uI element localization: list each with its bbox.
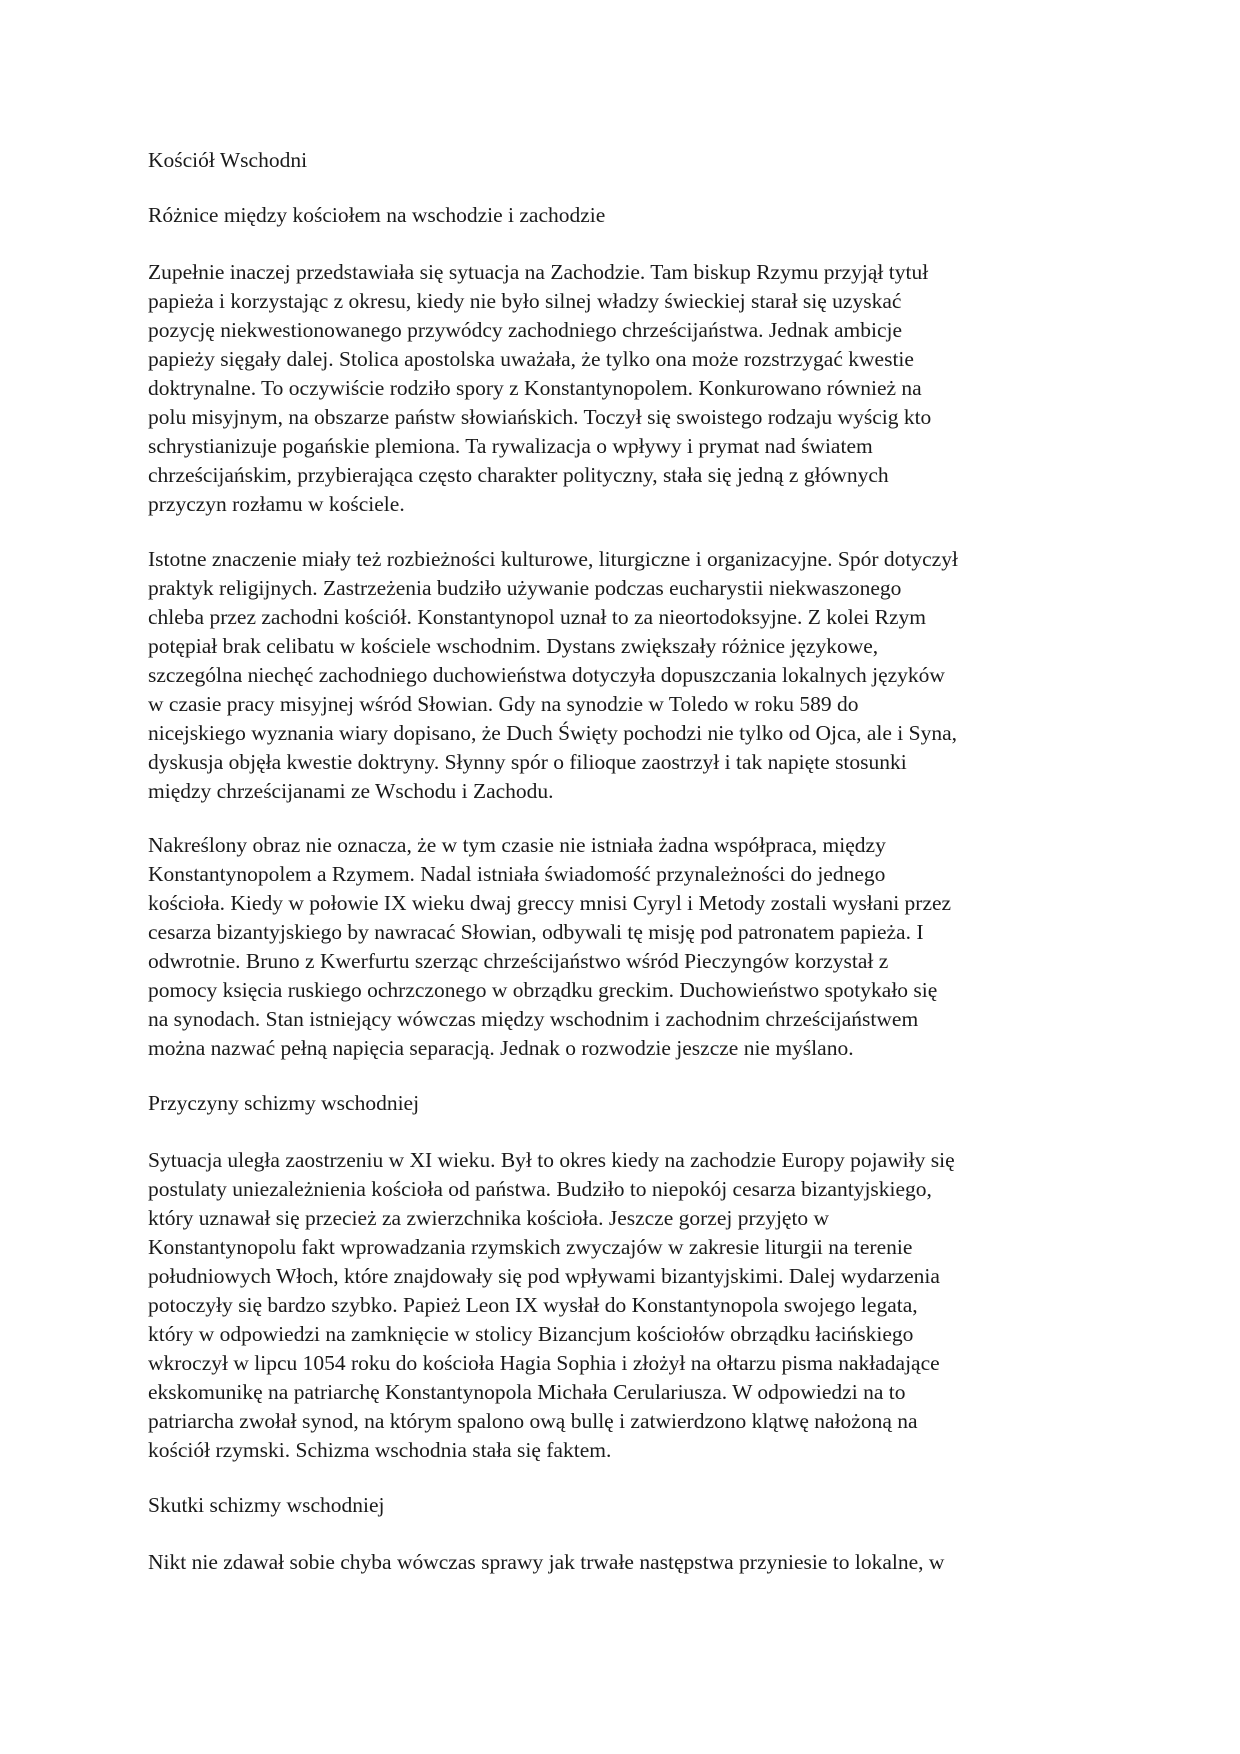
text-line: południowych Włoch, które znajdowały się pod wpływami bizantyjskimi. Dalej wydarzenia (148, 1264, 940, 1288)
paragraph (148, 1548, 944, 1577)
text-line: Istotne znaczenie miały też rozbieżności kulturowe, liturgiczne i organizacyjne. Spór dotyczył (148, 547, 958, 571)
text-line: postulaty uniezależnienia kościoła od państwa. Budziło to niepokój cesarza bizantyjskiego, (148, 1177, 932, 1201)
text-line: przyczyn rozłamu w kościele. (148, 492, 405, 516)
section-heading: Skutki schizmy wschodniej (148, 1493, 385, 1517)
text-line: chleba przez zachodni kościół. Konstantynopol uznał to za nieortodoksyjne. Z kolei Rzym (148, 605, 926, 629)
text-line: szczególna niechęć zachodniego duchowieństwa dotyczyła dopuszczania lokalnych języków (148, 663, 945, 687)
text-line: praktyk religijnych. Zastrzeżenia budziło używanie podczas eucharystii niekwaszonego (148, 576, 902, 600)
text-line: kościół rzymski. Schizma wschodnia stała się faktem. (148, 1438, 612, 1462)
text-line: dyskusja objęła kwestie doktryny. Słynny spór o filioque zaostrzył i tak napięte stosunki (148, 750, 907, 774)
paragraph (148, 258, 931, 519)
text-line: papieży sięgały dalej. Stolica apostolska uważała, że tylko ona może rozstrzygać kwestie (148, 347, 914, 371)
text-line: ekskomunikę na patriarchę Konstantynopola Michała Cerulariusza. W odpowiedzi na to (148, 1380, 906, 1404)
text-line: patriarcha zwołał synod, na którym spalono ową bullę i zatwierdzono klątwę nałożoną na (148, 1409, 918, 1433)
text-line: odwrotnie. Bruno z Kwerfurtu szerząc chrześcijaństwo wśród Pieczyngów korzystał z (148, 949, 889, 973)
text-line: kościoła. Kiedy w połowie IX wieku dwaj greccy mnisi Cyryl i Metody zostali wysłani przez (148, 891, 952, 915)
text-line: Zupełnie inaczej przedstawiała się sytuacja na Zachodzie. Tam biskup Rzymu przyjął tytuł (148, 260, 929, 284)
text-line: pomocy księcia ruskiego ochrzczonego w obrządku greckim. Duchowieństwo spotykało się (148, 978, 938, 1002)
text-line: cesarza bizantyjskiego by nawracać Słowian, odbywali tę misję pod patronatem papieża. I (148, 920, 924, 944)
paragraph (148, 1146, 955, 1465)
text-line: doktrynalne. To oczywiście rodziło spory z Konstantynopolem. Konkurowano również na (148, 376, 922, 400)
text-line: Konstantynopolu fakt wprowadzania rzymskich zwyczajów w zakresie liturgii na terenie (148, 1235, 913, 1259)
document-title: Kościół Wschodni (148, 148, 308, 172)
section-heading: Przyczyny schizmy wschodniej (148, 1091, 420, 1115)
section-heading: Różnice między kościołem na wschodzie i zachodzie (148, 203, 606, 227)
text-line: potępiał brak celibatu w kościele wschodnim. Dystans zwiększały różnice językowe, (148, 634, 879, 658)
text-line: potoczyły się bardzo szybko. Papież Leon IX wysłał do Konstantynopola swojego legata, (148, 1293, 918, 1317)
text-line: pozycję niekwestionowanego przywódcy zachodniego chrześcijaństwa. Jednak ambicje (148, 318, 903, 342)
paragraph (148, 831, 951, 1063)
text-line: wkroczył w lipcu 1054 roku do kościoła Hagia Sophia i złożył na ołtarzu pisma nakładające (148, 1351, 940, 1375)
text-line: Konstantynopolem a Rzymem. Nadal istniała świadomość przynależności do jednego (148, 862, 886, 886)
text-line: chrześcijańskim, przybierająca często charakter polityczny, stała się jedną z głównych (148, 463, 889, 487)
text-line: Nikt nie zdawał sobie chyba wówczas sprawy jak trwałe następstwa przyniesie to lokalne, w (148, 1550, 945, 1574)
text-line: w czasie pracy misyjnej wśród Słowian. Gdy na synodzie w Toledo w roku 589 do (148, 692, 859, 716)
text-line: na synodach. Stan istniejący wówczas między wschodnim i zachodnim chrześcijaństwem (148, 1007, 919, 1031)
paragraph (148, 545, 958, 806)
text-line: który uznawał się przecież za zwierzchnika kościoła. Jeszcze gorzej przyjęto w (148, 1206, 830, 1230)
text-line: można nazwać pełną napięcia separacją. Jednak o rozwodzie jeszcze nie myślano. (148, 1036, 854, 1060)
text-line: Sytuacja uległa zaostrzeniu w XI wieku. Był to okres kiedy na zachodzie Europy pojawiły się (148, 1148, 955, 1172)
text-line: schrystianizuje pogańskie plemiona. Ta rywalizacja o wpływy i prymat nad światem (148, 434, 873, 458)
text-line: papieża i korzystając z okresu, kiedy nie było silnej władzy świeckiej starał się uzyskać (148, 289, 902, 313)
text-line: nicejskiego wyznania wiary dopisano, że Duch Święty pochodzi nie tylko od Ojca, ale i Syna, (148, 721, 958, 745)
text-line: który w odpowiedzi na zamknięcie w stolicy Bizancjum kościołów obrządku łacińskiego (148, 1322, 914, 1346)
text-line: między chrześcijanami ze Wschodu i Zachodu. (148, 779, 554, 803)
text-line: polu misyjnym, na obszarze państw słowiańskich. Toczył się swoistego rodzaju wyścig kto (148, 405, 932, 429)
text-line: Nakreślony obraz nie oznacza, że w tym czasie nie istniała żadna współpraca, między (148, 833, 886, 857)
